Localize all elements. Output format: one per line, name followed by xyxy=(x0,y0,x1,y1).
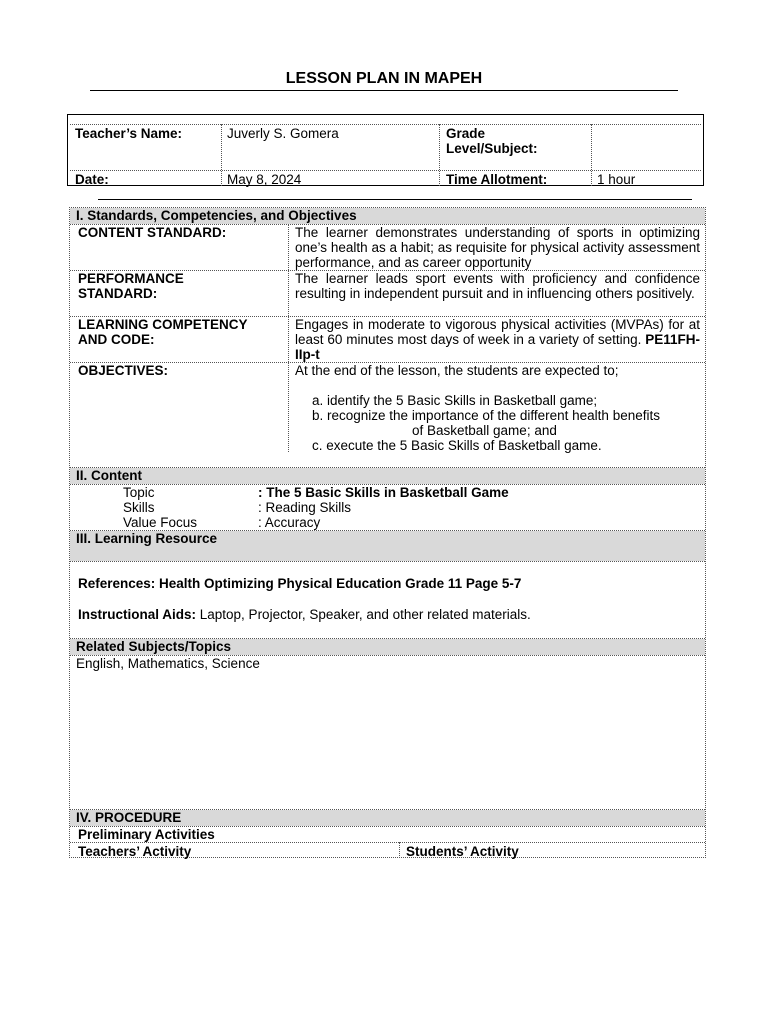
grade-level-value xyxy=(592,125,602,127)
title-underline xyxy=(90,90,678,91)
grade-label-line2: Level/Subject: xyxy=(446,141,538,156)
header-divider xyxy=(439,124,440,186)
teacher-name-value: Juverly S. Gomera xyxy=(227,126,339,141)
learning-competency-text xyxy=(295,317,700,362)
content-value-focus-value: : Accuracy xyxy=(258,515,321,530)
objectives-label: OBJECTIVES: xyxy=(78,363,169,378)
document-title: LESSON PLAN IN MAPEH xyxy=(285,70,483,87)
instructional-aids-value: Laptop, Projector, Speaker, and other related materials. xyxy=(196,607,531,622)
performance-label-line2: STANDARD: xyxy=(78,286,158,301)
teacher-name-label: Teacher’s Name: xyxy=(75,126,183,141)
content-standard-text: The learner demonstrates understanding of sports in optimizing one’s health as a habit; as requisite for physical activity assessment performance, and as career opportunity xyxy=(295,225,700,270)
related-subjects-heading: Related Subjects/Topics xyxy=(70,639,705,655)
content-topic-label: Topic xyxy=(123,485,155,500)
instructional-aids-label: Instructional Aids: xyxy=(78,607,197,622)
content-topic-value: : The 5 Basic Skills in Basketball Game xyxy=(258,485,509,500)
performance-standard-text: The learner leads sport events with proficiency and confidence resulting in independent pursuit and in influencing others positively. xyxy=(295,271,700,301)
competency-code: PE11FH-IIp-t xyxy=(295,332,700,362)
section-procedure-heading: IV. PROCEDURE xyxy=(70,810,705,826)
objective-item: a. identify the 5 Basic Skills in Basketball game; xyxy=(312,393,598,408)
header-bottom-rule xyxy=(98,199,692,200)
content-skills-label: Skills xyxy=(123,500,155,515)
section-content-heading: II. Content xyxy=(70,468,705,484)
objective-item: of Basketball game; and xyxy=(412,423,557,438)
grade-label-line1: Grade xyxy=(446,126,486,141)
time-allotment-label: Time Allotment: xyxy=(446,172,548,187)
time-allotment-value: 1 hour xyxy=(597,172,636,187)
competency-label-line1: LEARNING COMPETENCY xyxy=(78,317,248,332)
instructional-aids-text xyxy=(78,607,531,622)
row-divider xyxy=(70,561,705,562)
objectives-list xyxy=(312,393,660,453)
learning-competency-label xyxy=(78,317,248,347)
students-activity-header: Students’ Activity xyxy=(406,844,519,859)
objective-item: b. recognize the importance of the different health benefits xyxy=(312,408,660,423)
content-skills-value: : Reading Skills xyxy=(258,500,352,515)
related-subjects-text: English, Mathematics, Science xyxy=(76,656,260,671)
column-divider xyxy=(399,842,400,858)
objectives-intro: At the end of the lesson, the students are expected to; xyxy=(295,363,619,378)
content-value-focus-label: Value Focus xyxy=(123,515,198,530)
lesson-plan-table xyxy=(69,207,706,858)
teachers-activity-header: Teachers’ Activity xyxy=(78,844,192,859)
preliminary-activities-label: Preliminary Activities xyxy=(78,827,215,842)
date-value: May 8, 2024 xyxy=(227,172,302,187)
objective-item: c. execute the 5 Basic Skills of Basketball game. xyxy=(312,438,602,453)
content-standard-label: CONTENT STANDARD: xyxy=(78,225,227,240)
section-learning-resource-heading: III. Learning Resource xyxy=(70,531,705,561)
row-divider xyxy=(70,842,705,843)
grade-level-label xyxy=(441,125,543,157)
performance-standard-label xyxy=(78,271,184,301)
competency-label-line2: AND CODE: xyxy=(78,332,155,347)
references-text: References: Health Optimizing Physical Education Grade 11 Page 5-7 xyxy=(78,576,522,591)
competency-description: Engages in moderate to vigorous physical activities (MVPAs) for at least 60 minutes most days of week in a variety of setting. xyxy=(295,317,700,347)
section-standards-heading: I. Standards, Competencies, and Objectives xyxy=(70,208,705,224)
header-table xyxy=(67,114,704,186)
column-divider xyxy=(288,224,289,452)
performance-label-line1: PERFORMANCE xyxy=(78,271,184,286)
date-label: Date: xyxy=(75,172,109,187)
